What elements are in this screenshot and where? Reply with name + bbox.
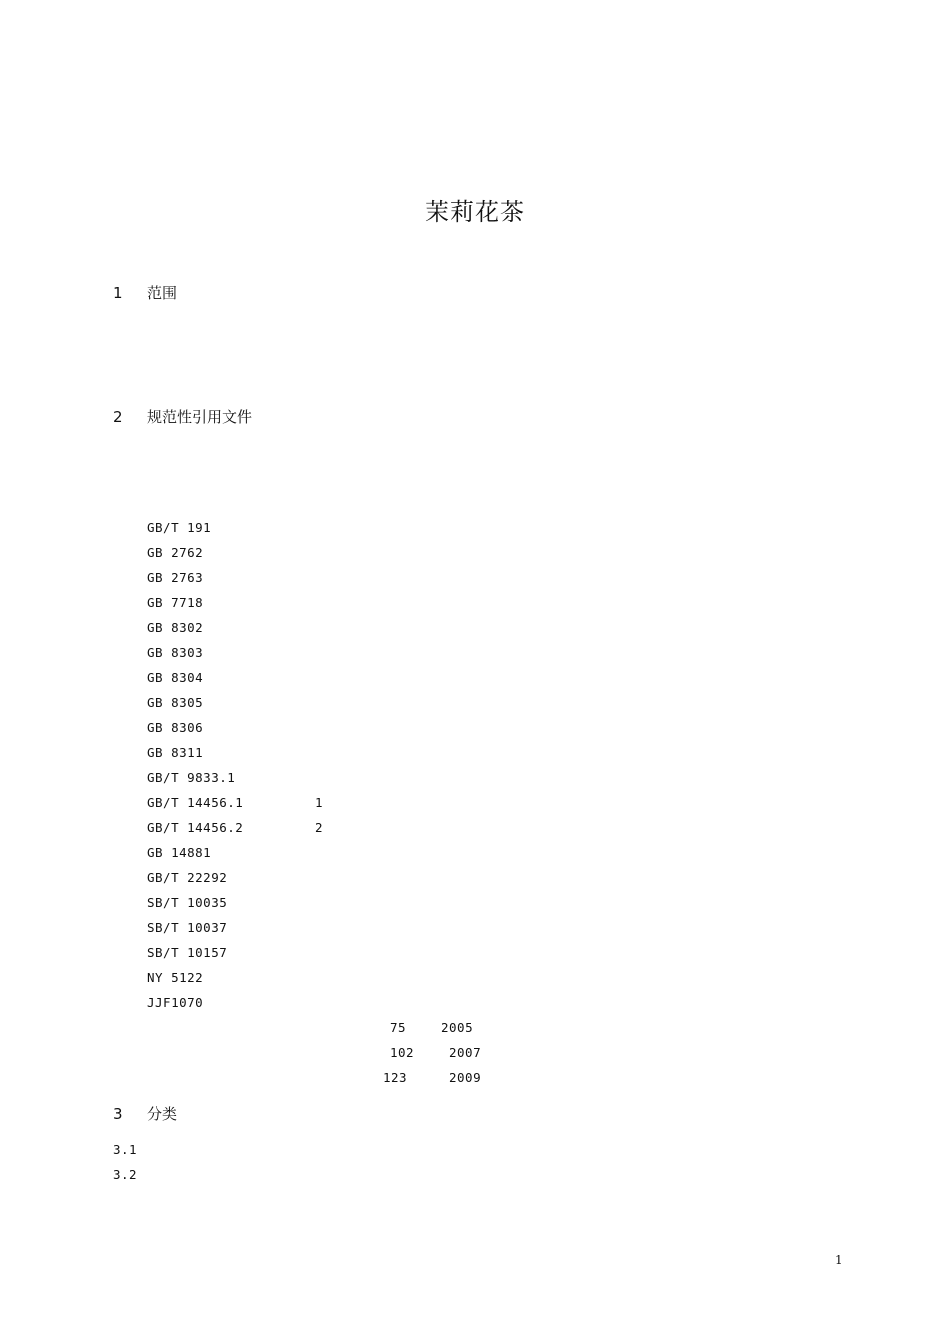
reference-item: GB 14881	[147, 845, 220, 860]
section-title: 分类	[147, 1105, 178, 1123]
reference-item: GB/T 9833.1	[147, 770, 244, 785]
regulation-year: 2005	[441, 1020, 474, 1035]
document-title: 茉莉花茶	[425, 198, 525, 226]
regulation-number: 102	[390, 1045, 415, 1060]
section-1-heading	[113, 282, 177, 303]
reference-item: JJF1070	[147, 995, 212, 1010]
reference-item: GB 8303	[147, 645, 212, 660]
reference-item: SB/T 10157	[147, 945, 236, 960]
reference-item: GB 2762	[147, 545, 212, 560]
regulation-number: 75	[390, 1020, 407, 1035]
clause-3-2: 3.2	[113, 1167, 146, 1182]
section-3-heading	[113, 1103, 177, 1124]
page-number: 1	[835, 1253, 843, 1267]
section-number: 3	[113, 1105, 123, 1123]
reference-item: SB/T 10035	[147, 895, 236, 910]
section-title: 范围	[147, 284, 178, 302]
reference-item: GB 2763	[147, 570, 212, 585]
reference-item: GB 8305	[147, 695, 212, 710]
section-2-heading	[113, 406, 252, 427]
reference-item: GB/T 191	[147, 520, 220, 535]
reference-item: GB 7718	[147, 595, 212, 610]
reference-item: GB 8306	[147, 720, 212, 735]
clause-3-1: 3.1	[113, 1142, 146, 1157]
section-number: 1	[113, 284, 123, 302]
reference-item: GB/T 14456.2	[147, 820, 252, 835]
reference-item: GB 8311	[147, 745, 212, 760]
regulation-number: 123	[383, 1070, 408, 1085]
section-title: 规范性引用文件	[147, 408, 253, 426]
regulation-year: 2009	[449, 1070, 482, 1085]
reference-item: GB/T 14456.1	[147, 795, 252, 810]
regulation-year: 2007	[449, 1045, 482, 1060]
reference-item: GB 8302	[147, 620, 212, 635]
reference-part-number: 2	[315, 820, 324, 835]
reference-part-number: 1	[315, 795, 324, 810]
section-number: 2	[113, 408, 123, 426]
reference-item: GB 8304	[147, 670, 212, 685]
reference-item: SB/T 10037	[147, 920, 236, 935]
reference-item: GB/T 22292	[147, 870, 236, 885]
reference-item: NY 5122	[147, 970, 212, 985]
